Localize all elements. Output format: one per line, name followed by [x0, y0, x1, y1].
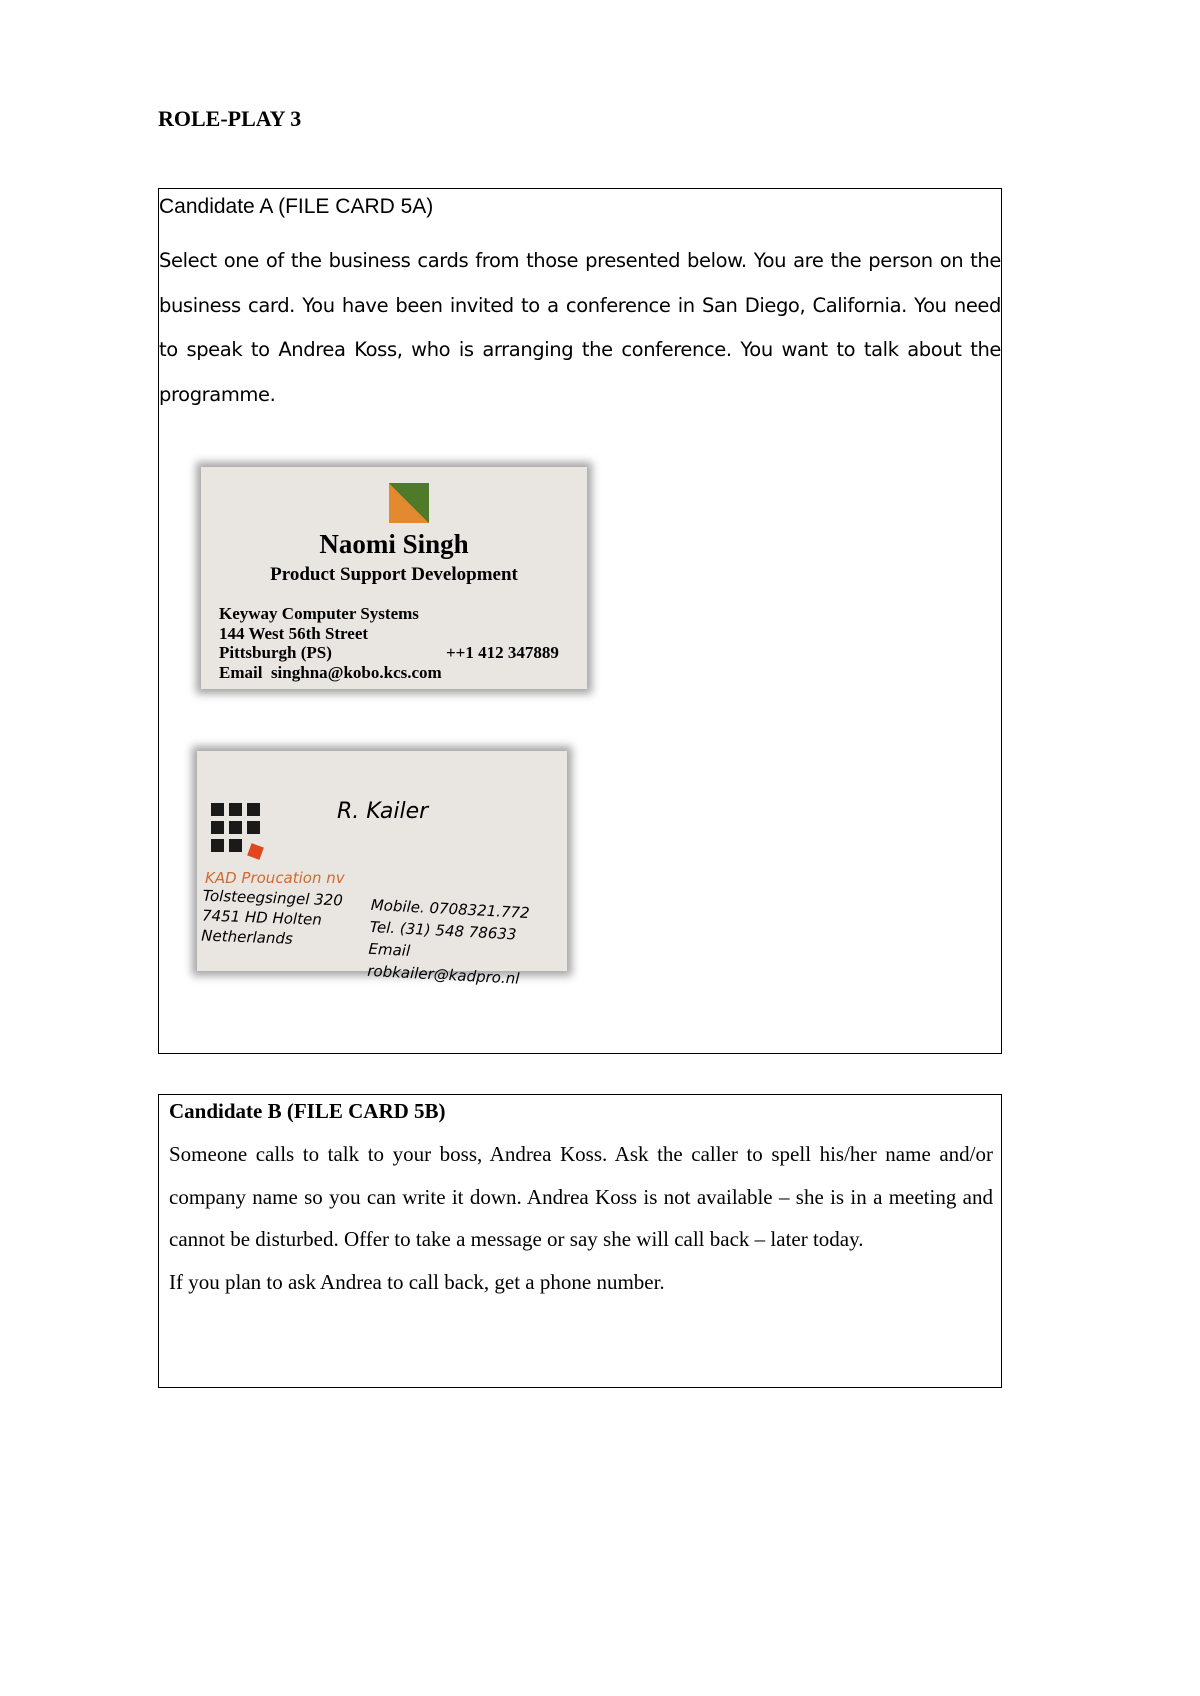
card-address [219, 604, 442, 682]
card-email: Email robkailer@kadpro.nl [366, 939, 520, 988]
candidate-b-heading: Candidate B (FILE CARD 5B) [169, 1099, 446, 1123]
card-name: R. Kailer [337, 799, 429, 824]
candidate-a-instructions: Select one of the business cards from those presented below. You are the person on the business card. You have been invited to a conference in San Diego, California. You need to speak to Andrea Koss, who is arranging the conference. You want to talk about the programme. [159, 249, 1001, 406]
candidate-b-box [158, 1094, 1002, 1388]
card-street: 144 West 56th Street [219, 623, 369, 643]
card-contact [367, 894, 569, 992]
card-address [201, 886, 343, 951]
card-city: 7451 HD Holten [201, 906, 323, 929]
card-company: KAD Proucation nv [205, 869, 345, 887]
company-logo-icon [389, 483, 429, 523]
candidate-b-text-1: Someone calls to talk to your boss, Andrea Koss. Ask the caller to spell his/her name and/or company name so you can write it down. Andrea Koss is not available – she is in a meeting and cannot be disturbed. Offer to take a message or say she will call back – later today. [169, 1142, 993, 1251]
card-city: Pittsburgh (PS) [219, 643, 332, 662]
card-role: Product Support Development [270, 564, 518, 585]
card-name: Naomi Singh [319, 529, 469, 559]
business-card-r-kailer [197, 751, 567, 988]
candidate-a-heading: Candidate A (FILE CARD 5A) [159, 195, 434, 218]
candidate-a-box [158, 188, 1002, 1054]
card-phone: ++1 412 347889 [446, 643, 559, 662]
card-tel: Tel. (31) 548 78633 [369, 917, 517, 944]
business-card-naomi-singh [201, 467, 587, 689]
card-company: Keyway Computer Systems [219, 604, 419, 623]
card-street: Tolsteegsingel 320 [202, 886, 344, 910]
card-country: Netherlands [201, 926, 294, 948]
page-title: ROLE-PLAY 3 [158, 106, 302, 131]
card-email: Email singhna@kobo.kcs.com [219, 662, 442, 682]
candidate-b-text-2: If you plan to ask Andrea to call back, get a phone number. [169, 1269, 665, 1294]
candidate-b-instructions [169, 1133, 993, 1303]
card-mobile: Mobile. 0708321.772 [370, 895, 531, 923]
